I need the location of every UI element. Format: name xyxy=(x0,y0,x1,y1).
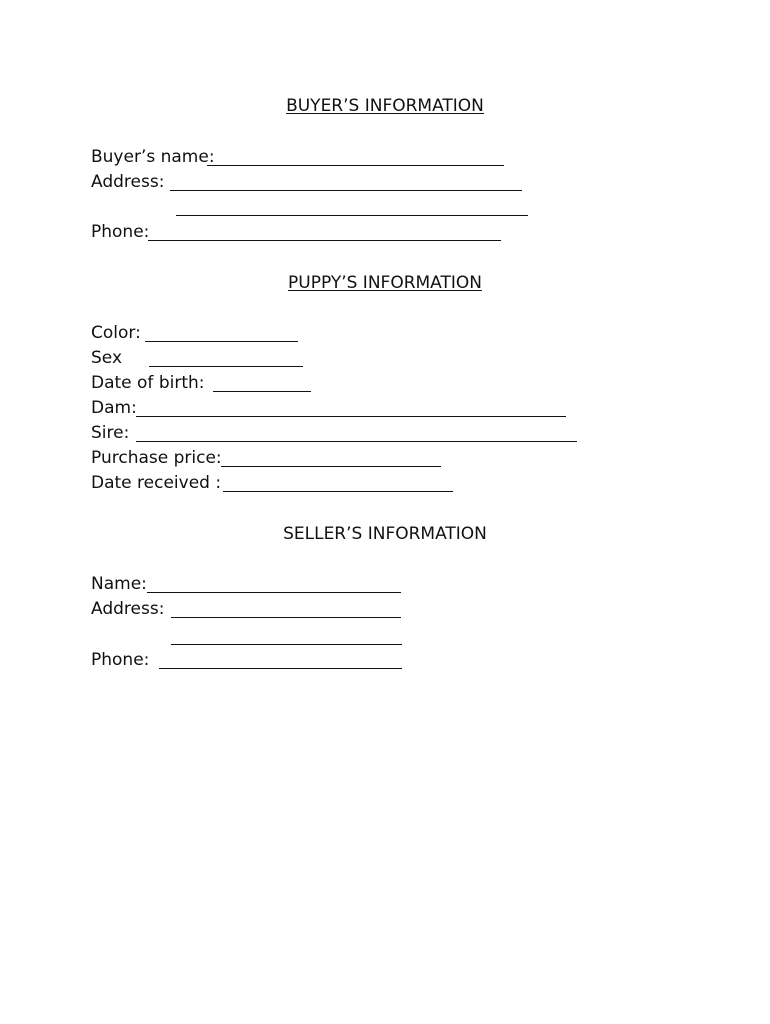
puppy-dam-blank[interactable] xyxy=(136,416,566,417)
buyer-address-row-2 xyxy=(91,196,531,218)
puppy-sire-label: Sire: xyxy=(91,423,130,443)
puppy-received-row xyxy=(91,472,461,494)
buyer-address-label: Address: xyxy=(91,172,165,192)
puppy-dam-label: Dam: xyxy=(91,398,137,418)
seller-address-row-2 xyxy=(91,625,411,647)
seller-heading xyxy=(0,524,770,544)
puppy-dob-label: Date of birth: xyxy=(91,373,205,393)
seller-name-blank[interactable] xyxy=(147,592,401,593)
puppy-heading-text: PUPPY’S INFORMATION xyxy=(288,273,482,293)
puppy-dam-row xyxy=(91,397,571,419)
buyer-phone-label: Phone: xyxy=(91,222,150,242)
buyer-address-blank-2[interactable] xyxy=(176,215,528,216)
puppy-dob-row xyxy=(91,372,321,394)
buyer-name-blank[interactable] xyxy=(207,165,504,166)
puppy-received-label: Date received : xyxy=(91,473,222,493)
puppy-sex-label: Sex xyxy=(91,348,123,368)
seller-heading-text: SELLER’S INFORMATION xyxy=(283,524,487,544)
puppy-color-label: Color: xyxy=(91,323,141,343)
puppy-color-row xyxy=(91,322,311,344)
seller-name-label: Name: xyxy=(91,574,147,594)
puppy-sex-blank[interactable] xyxy=(149,366,303,367)
seller-name-row xyxy=(91,573,411,595)
seller-address-label: Address: xyxy=(91,599,165,619)
seller-address-blank-2[interactable] xyxy=(171,644,402,645)
seller-phone-blank[interactable] xyxy=(159,668,402,669)
buyer-address-blank[interactable] xyxy=(170,190,522,191)
puppy-heading xyxy=(0,273,770,293)
puppy-sire-row xyxy=(91,422,581,444)
buyer-phone-blank[interactable] xyxy=(148,240,501,241)
buyer-name-label: Buyer’s name: xyxy=(91,147,215,167)
puppy-color-blank[interactable] xyxy=(145,341,298,342)
puppy-sire-blank[interactable] xyxy=(136,441,577,442)
buyer-phone-row xyxy=(91,221,511,243)
buyer-heading xyxy=(0,96,770,116)
buyer-heading-text: BUYER’S INFORMATION xyxy=(286,96,484,116)
puppy-price-blank[interactable] xyxy=(221,466,441,467)
puppy-price-row xyxy=(91,447,451,469)
puppy-dob-blank[interactable] xyxy=(213,391,311,392)
seller-address-row xyxy=(91,598,411,620)
buyer-name-row xyxy=(91,146,511,168)
puppy-price-label: Purchase price: xyxy=(91,448,222,468)
puppy-sex-row xyxy=(91,347,311,369)
seller-phone-row xyxy=(91,649,411,671)
buyer-address-row xyxy=(91,171,531,193)
seller-address-blank[interactable] xyxy=(171,617,401,618)
seller-phone-label: Phone: xyxy=(91,650,150,670)
puppy-received-blank[interactable] xyxy=(223,491,453,492)
